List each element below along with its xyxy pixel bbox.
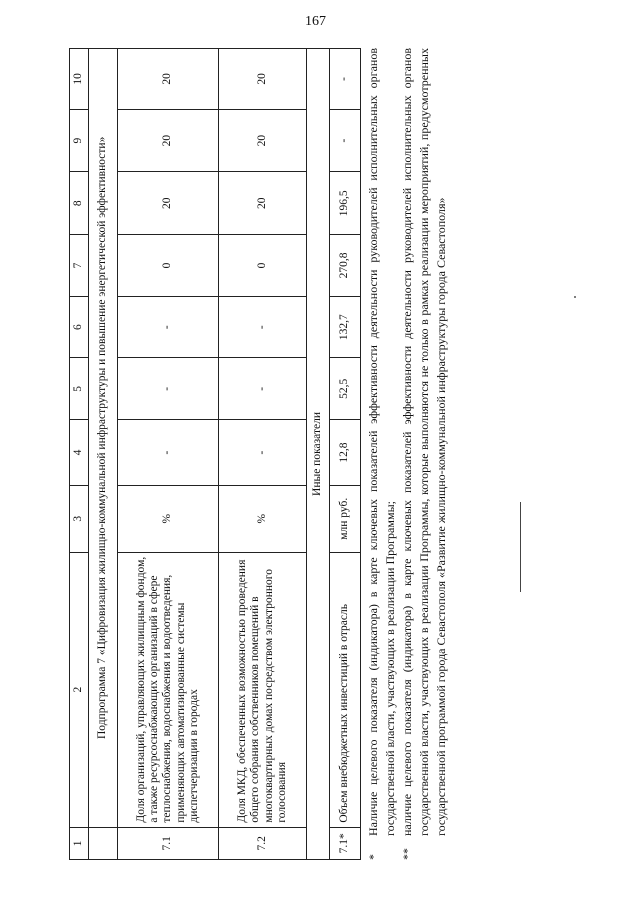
header-cell: 3 bbox=[70, 485, 89, 552]
rotated-content bbox=[69, 48, 499, 860]
value-cell: - bbox=[118, 358, 219, 420]
value-cell: 12,8 bbox=[330, 420, 361, 486]
other-indicators-row bbox=[307, 49, 330, 860]
header-cell: 6 bbox=[70, 296, 89, 358]
value-cell: - bbox=[219, 358, 307, 420]
section-title: Подпрограмма 7 «Цифровизация жилищно-коммунальной инфраструктуры и повышение энергетической эффективности» bbox=[89, 49, 118, 828]
row-number: 7.1* bbox=[330, 827, 361, 859]
footnote-marker: ** bbox=[400, 848, 414, 860]
value-cell: 20 bbox=[219, 172, 307, 235]
separator-line bbox=[520, 502, 521, 592]
header-cell: 4 bbox=[70, 420, 89, 486]
indicator-name: Объем внебюджетных инвестиций в отрасль bbox=[330, 552, 361, 827]
header-cell: 10 bbox=[70, 49, 89, 110]
value-cell: 0 bbox=[118, 235, 219, 297]
indicator-name: Доля организаций, управляющих жилищным фондом, а также ресурсоснабжающих организаций в сфере теплоснабжения, водоснабжения и водоотведения, применяющих автоматизированные системы диспетчеризации в городах bbox=[118, 552, 219, 827]
table-row bbox=[219, 49, 307, 860]
section-row bbox=[89, 49, 118, 860]
header-cell: 5 bbox=[70, 358, 89, 420]
value-cell: 20 bbox=[118, 49, 219, 110]
footnote-text: Наличие целевого показателя (индикатора) в карте ключевых показателей эффективности деятельности руководителей исполнительных органов государственной власти, участвующих в реализации Программы; bbox=[366, 48, 397, 836]
value-cell: - bbox=[118, 296, 219, 358]
value-cell: - bbox=[118, 420, 219, 486]
unit-cell: % bbox=[118, 485, 219, 552]
footnotes bbox=[365, 48, 450, 860]
table-row bbox=[118, 49, 219, 860]
value-cell: 20 bbox=[118, 172, 219, 235]
footnote-text: наличие целевого показателя (индикатора) в карте ключевых показателей эффективности деятельности руководителей исполнительных органов государственной власти, участвующих в реализации Программы, которые выполняются не только в рамках реализации мероприятий, предусмотренных государственной программой города Севастополя «Развитие жилищно-коммунальной инфраструктуры города Севастополя» bbox=[400, 48, 448, 836]
value-cell: 270,8 bbox=[330, 235, 361, 297]
row-number: 7.1 bbox=[118, 827, 219, 859]
table-row bbox=[330, 49, 361, 860]
table-header-row bbox=[70, 49, 89, 860]
value-cell: 52,5 bbox=[330, 358, 361, 420]
value-cell: - bbox=[219, 296, 307, 358]
unit-cell: млн руб. bbox=[330, 485, 361, 552]
empty-cell bbox=[89, 827, 118, 859]
value-cell: 196,5 bbox=[330, 172, 361, 235]
footnote bbox=[399, 48, 450, 860]
other-indicators-title: Иные показатели bbox=[307, 49, 330, 860]
value-cell: - bbox=[330, 109, 361, 172]
header-cell: 8 bbox=[70, 172, 89, 235]
header-cell: 2 bbox=[70, 552, 89, 827]
header-cell: 1 bbox=[70, 827, 89, 859]
scan-speck bbox=[574, 296, 576, 298]
footnote-marker: * bbox=[366, 854, 380, 860]
value-cell: - bbox=[219, 420, 307, 486]
value-cell: 0 bbox=[219, 235, 307, 297]
footnote bbox=[365, 48, 399, 860]
value-cell: - bbox=[330, 49, 361, 110]
unit-cell: % bbox=[219, 485, 307, 552]
page-number: 167 bbox=[305, 14, 326, 29]
indicator-name: Доля МКД, обеспеченных возможностью проведения общего собрания собственников помещений в многоквартирных домах посредством электронного голосования bbox=[219, 552, 307, 827]
row-number: 7.2 bbox=[219, 827, 307, 859]
indicator-table bbox=[69, 48, 361, 860]
header-cell: 9 bbox=[70, 109, 89, 172]
value-cell: 20 bbox=[118, 109, 219, 172]
value-cell: 20 bbox=[219, 49, 307, 110]
value-cell: 132,7 bbox=[330, 296, 361, 358]
value-cell: 20 bbox=[219, 109, 307, 172]
header-cell: 7 bbox=[70, 235, 89, 297]
